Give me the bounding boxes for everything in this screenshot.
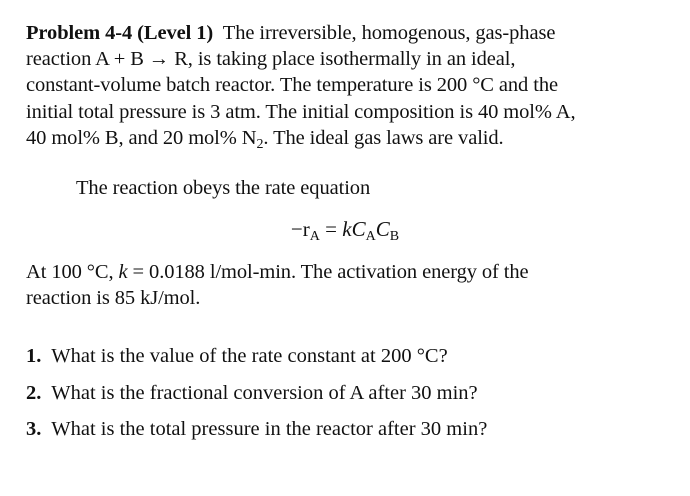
rate-constant-a: At 100 °C, — [26, 261, 119, 283]
rate-equation — [0, 215, 690, 243]
eq-c2: C — [375, 217, 390, 241]
eq-k: k — [342, 217, 352, 241]
rate-intro: The reaction obeys the rate equation — [76, 177, 371, 199]
question-number: 3. — [26, 418, 42, 440]
problem-statement — [26, 20, 644, 151]
statement-line-3: constant-volume batch reactor. The temperature is 200 °C and the — [26, 74, 558, 97]
eq-c2-sub: B — [389, 229, 400, 244]
question-text: What is the value of the rate constant at 200 °C? — [51, 345, 448, 367]
activation-energy-line: reaction is 85 kJ/mol. — [26, 287, 201, 310]
eq-c1-sub: A — [365, 229, 376, 244]
statement-line-5-b: . The ideal gas laws are valid. — [263, 126, 504, 149]
question-item — [26, 380, 666, 417]
eq-lhs: −r — [290, 217, 310, 241]
eq-equals: = — [319, 217, 343, 241]
eq-c1: C — [351, 217, 366, 241]
question-number: 1. — [26, 345, 42, 367]
rate-constant-paragraph — [26, 259, 644, 311]
question-text: What is the fractional conversion of A after 30 min? — [51, 381, 478, 404]
question-list — [26, 343, 666, 453]
statement-line-1: The irreversible, homogenous, gas-phase — [222, 22, 556, 44]
nitrogen-subscript: 2 — [256, 136, 264, 152]
rate-constant-b: = 0.0188 l/mol-min. The activation energy of the — [127, 261, 529, 283]
statement-line-5-a: 40 mol% B, and 20 mol% N — [26, 126, 257, 149]
problem-title: Problem 4-4 (Level 1) — [26, 22, 214, 44]
rate-constant-k: k — [118, 261, 128, 283]
statement-line-4: initial total pressure is 3 atm. The initial composition is 40 mol% A, — [26, 100, 576, 123]
statement-line-2: reaction A + B → R, is taking place isothermally in an ideal, — [26, 48, 516, 71]
question-item — [26, 343, 666, 380]
question-number: 2. — [26, 381, 42, 404]
question-item — [26, 416, 666, 453]
statement-line-5 — [26, 126, 504, 152]
question-text: What is the total pressure in the reactor after 30 min? — [51, 418, 488, 440]
eq-lhs-sub: A — [309, 229, 320, 244]
